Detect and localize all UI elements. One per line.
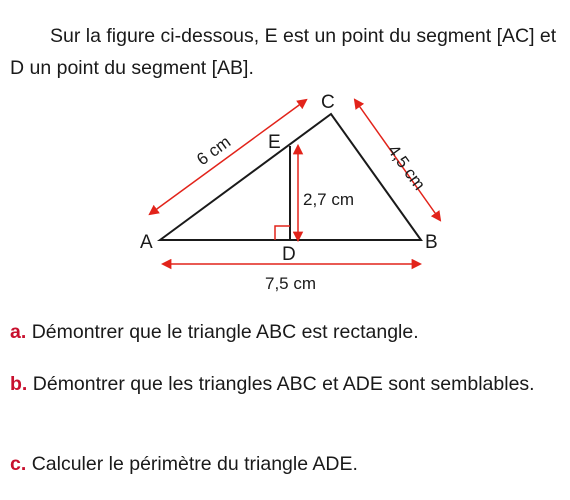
point-label-b: B bbox=[425, 232, 438, 253]
question-c-text: Calculer le périmètre du triangle ADE. bbox=[31, 453, 358, 475]
question-c bbox=[10, 450, 560, 478]
point-label-e: E bbox=[268, 132, 281, 153]
question-a bbox=[10, 318, 560, 346]
length-label-ab: 7,5 cm bbox=[265, 274, 317, 293]
dimension-arrow-ac bbox=[150, 100, 306, 214]
question-b-letter: b. bbox=[10, 373, 28, 395]
length-label-de: 2,7 cm bbox=[303, 190, 355, 209]
question-a-letter: a. bbox=[10, 321, 27, 343]
point-label-c: C bbox=[321, 92, 335, 113]
question-b bbox=[10, 370, 560, 398]
point-label-a: A bbox=[140, 232, 153, 253]
question-c-letter: c. bbox=[10, 453, 27, 475]
problem-statement-text: Sur la figure ci-dessous, E est un point du segment [AC] et D un point du segment [AB]. bbox=[10, 25, 557, 79]
length-label-bc: 4,5 cm bbox=[383, 141, 430, 194]
point-label-d: D bbox=[282, 244, 296, 265]
length-label-ac: 6 cm bbox=[193, 132, 235, 170]
question-b-text: Démontrer que les triangles ABC et ADE sont semblables. bbox=[32, 373, 535, 395]
right-angle-mark bbox=[275, 226, 290, 240]
question-a-text: Démontrer que le triangle ABC est rectangle. bbox=[31, 321, 419, 343]
